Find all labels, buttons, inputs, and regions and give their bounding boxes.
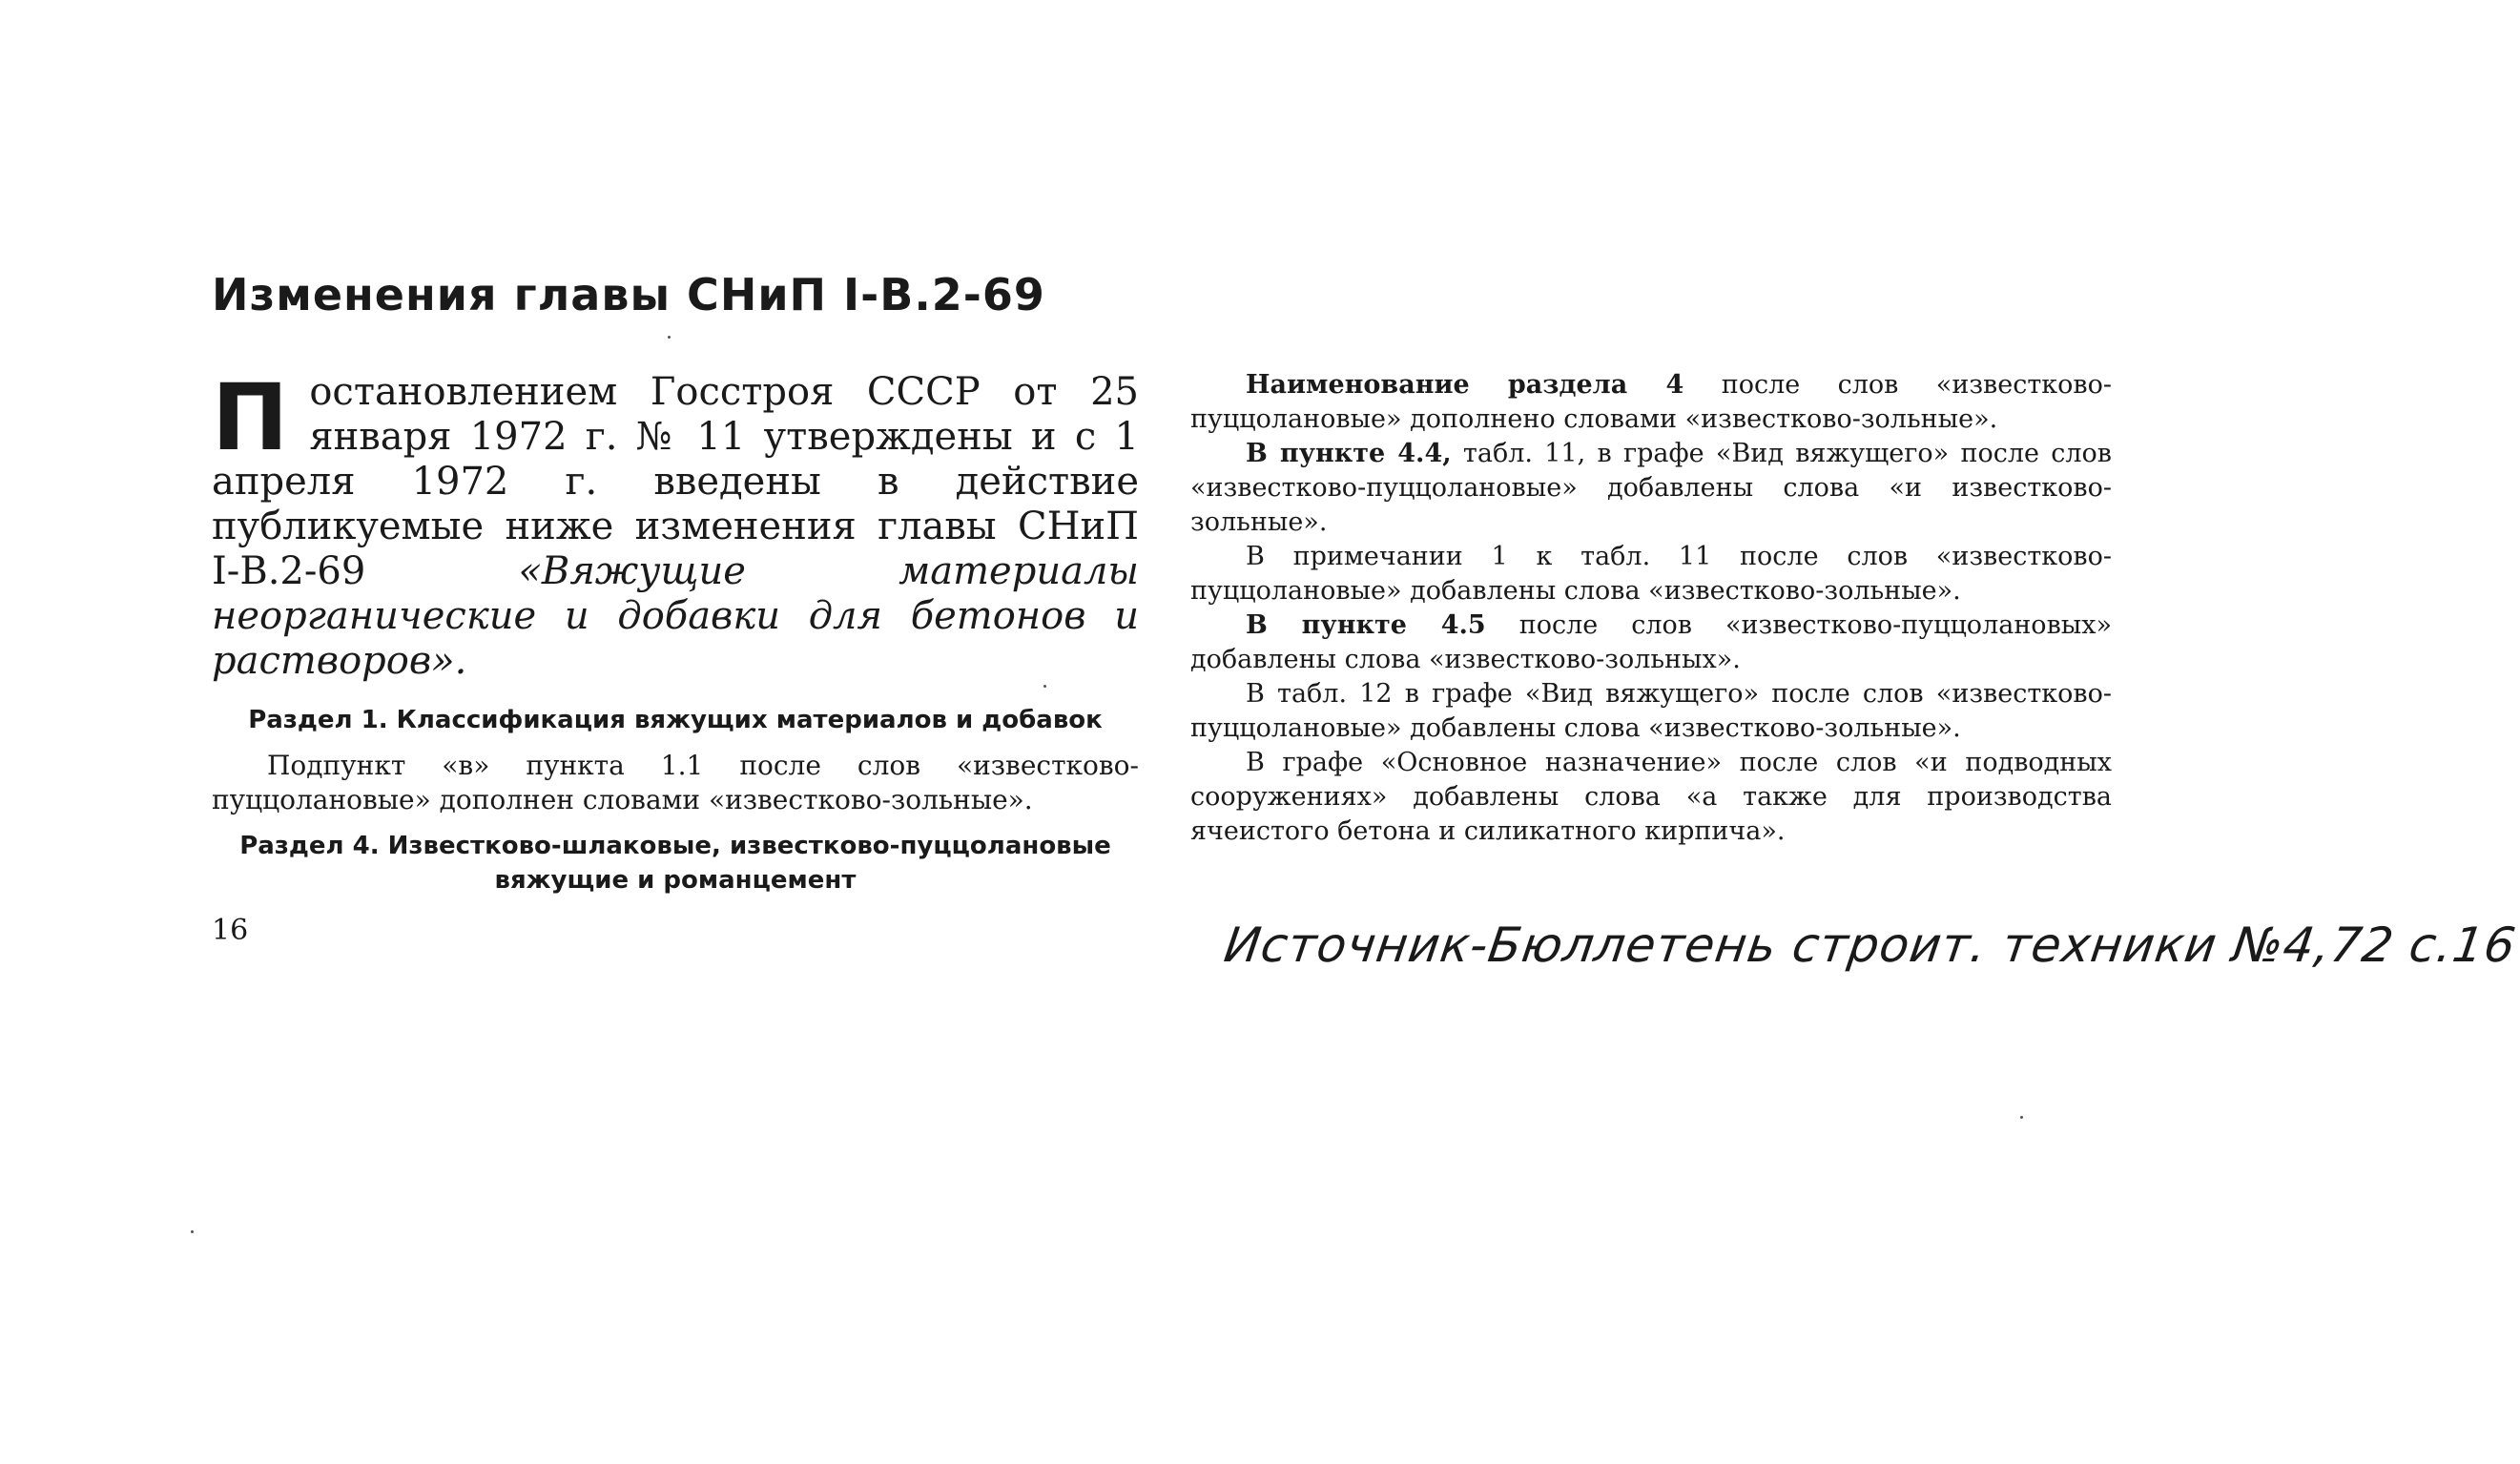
section-4-heading: Раздел 4. Известково-шлаковые, известково-пуццолановые вяжущие и романцемент bbox=[239, 832, 1111, 895]
left-column bbox=[212, 364, 1139, 897]
scan-speck bbox=[1043, 685, 1046, 688]
handwritten-source-note: Источник-Бюллетень строит. техники №4,72 с.16 bbox=[1220, 918, 2520, 973]
section-1-text: Подпункт «в» пункта 1.1 после слов «известково-пуццолановые» дополнен словами «известково-зольные». bbox=[212, 750, 1139, 815]
page-number: 16 bbox=[212, 914, 249, 947]
right-paragraph-1 bbox=[1190, 368, 2112, 437]
section-1-heading: Раздел 1. Классификация вяжущих материалов и добавок bbox=[248, 706, 1103, 734]
scan-speck bbox=[191, 1230, 194, 1233]
right-p2-text: табл. 11, в графе «Вид вяжущего» после слов «известково-пуццолановые» добавлены слова «и известково-зольные». bbox=[1190, 439, 2112, 537]
right-p4-text: после слов «известково-пуццолановых» добавлены слова «известково-зольных». bbox=[1190, 610, 2113, 674]
right-p4-bold: В пункте 4.5 bbox=[1246, 610, 1486, 640]
scan-speck bbox=[2020, 1116, 2023, 1119]
right-paragraph-3: В примечании 1 к табл. 11 после слов «известково-пуццолановые» добавлены слова «известково-зольные». bbox=[1190, 542, 2112, 606]
right-paragraph-6: В графе «Основное назначение» после слов «и подводных сооружениях» добавлены слова «а также для производства ячеистого бетона и силикатного кирпича». bbox=[1190, 748, 2112, 846]
right-p1-bold: Наименование раздела 4 bbox=[1246, 370, 1684, 400]
right-column bbox=[1190, 368, 2112, 849]
drop-cap: П bbox=[212, 364, 289, 471]
document-title: Изменения главы СНиП I-В.2-69 bbox=[212, 269, 1045, 320]
right-p1-text: после слов «известково-пуццолановые» дополнено словами «известково-зольные». bbox=[1190, 370, 2112, 434]
right-paragraph-4 bbox=[1190, 608, 2112, 677]
intro-text: остановлением Госстроя СССР от 25 января 1972 г. № 11 утверждены и с 1 апреля 1972 г. введены в действие публикуемые ниже изменения главы СНиП I-В.2-69 bbox=[212, 370, 1139, 593]
right-p2-bold: В пункте 4.4, bbox=[1246, 439, 1452, 468]
intro-paragraph bbox=[212, 364, 1139, 684]
right-paragraph-5: В табл. 12 в графе «Вид вяжущего» после слов «известково-пуццолановые» добавлены слова «известково-зольные». bbox=[1190, 679, 2112, 743]
scan-speck bbox=[668, 336, 671, 339]
right-paragraph-2 bbox=[1190, 437, 2112, 540]
intro-document-title: «Вяжущие материалы неорганические и добавки для бетонов и растворов». bbox=[212, 549, 1139, 683]
